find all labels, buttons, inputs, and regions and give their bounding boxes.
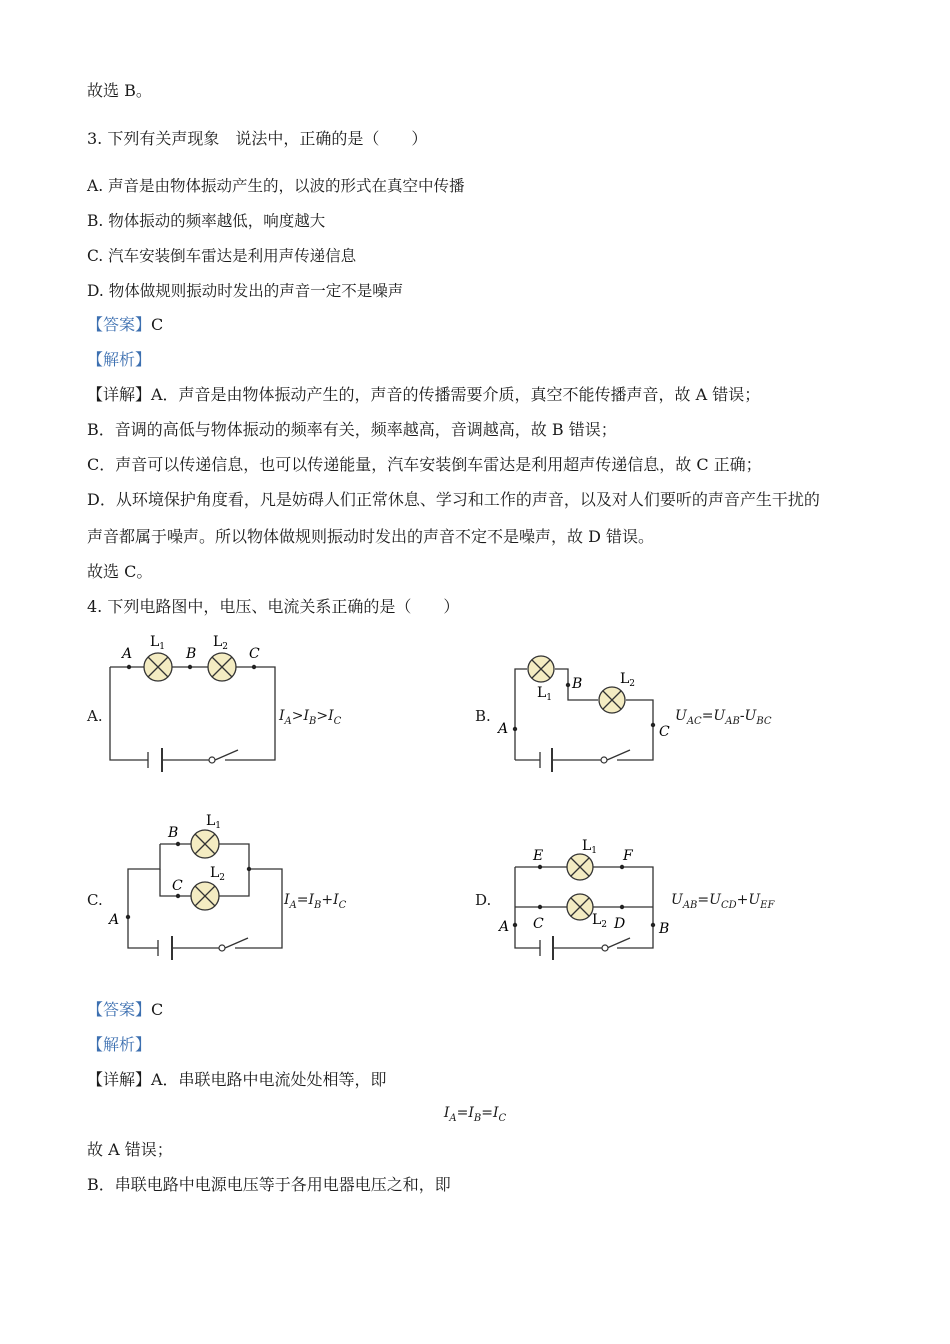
- q3-detail-a: 【详解】A．声音是由物体振动产生的，声音的传播需要介质，真空不能传播声音，故 A 错误；: [87, 385, 761, 404]
- lamp-l1-label: L1: [150, 634, 166, 652]
- option-a-formula: $I_A>I_B>I_C$: [279, 708, 342, 727]
- lamp-l2-label: L2: [620, 671, 636, 689]
- node-b: B: [168, 825, 179, 841]
- q4-analysis-tag: 【解析】: [87, 1035, 152, 1054]
- q4-centered-formula: $I_A=I_B=I_C$: [443, 1105, 507, 1124]
- answer-tag: 【答案】: [87, 315, 152, 334]
- lamp-l2: [567, 894, 593, 920]
- q4-stem: 4. 下列电路图中，电压、电流关系正确的是（ ）: [87, 597, 460, 616]
- lamp-l1-label: L1: [537, 685, 553, 703]
- lamp-l1-label: L1: [582, 838, 598, 856]
- q3-analysis-tag: 【解析】: [87, 350, 152, 369]
- node-b: B: [659, 921, 670, 937]
- lamp-l2-label: L2: [592, 912, 608, 930]
- option-d-label: D.: [475, 891, 492, 909]
- node-b: B: [572, 676, 583, 692]
- node-a: A: [499, 919, 510, 935]
- q4-detail-b: B．串联电路中电源电压等于各用电器电压之和，即: [87, 1175, 451, 1194]
- node-c: C: [659, 724, 670, 740]
- option-c-formula: $I_A=I_B+I_C$: [284, 892, 347, 911]
- node-b: B: [186, 646, 197, 662]
- q3-conclusion: 故选 C。: [87, 562, 153, 581]
- option-a-label: A.: [87, 707, 103, 725]
- prev-conclusion: 故选 B。: [87, 81, 152, 100]
- option-b-label: B.: [475, 707, 491, 725]
- lamp-l2-label: L2: [210, 865, 226, 883]
- node-f: F: [623, 848, 633, 864]
- q3-detail-d-1: D．从环境保护角度看，凡是妨碍人们正常休息、学习和工作的声音，以及对人们要听的声音产生干扰的: [87, 490, 820, 509]
- node-a: A: [122, 646, 133, 662]
- lamp-l1: [567, 854, 593, 880]
- lamp-l1-label: L1: [206, 813, 222, 831]
- q3-option-c: C. 汽车安装倒车雷达是利用声传递信息: [87, 247, 357, 265]
- node-a: A: [498, 721, 509, 737]
- node-c: C: [249, 646, 260, 662]
- q3-detail-d-2: 声音都属于噪声。所以物体做规则振动时发出的声音不定不是噪声，故 D 错误。: [87, 527, 655, 546]
- option-b-formula: $U_{AC}=U_{AB}-U_{BC}$: [675, 708, 772, 727]
- answer-tag: 【答案】: [87, 1000, 152, 1019]
- q3-detail-c: C．声音可以传递信息，也可以传递能量，汽车安装倒车雷达是利用超声传递信息，故 C 正确；: [87, 455, 762, 474]
- q3-detail-b: B．音调的高低与物体振动的频率有关，频率越高，音调越高，故 B 错误；: [87, 420, 617, 439]
- q4-detail-a-wrong: 故 A 错误；: [87, 1140, 173, 1159]
- q4-detail-a: 【详解】A．串联电路中电流处处相等，即: [87, 1070, 387, 1089]
- node-d: D: [614, 916, 626, 932]
- node-c: C: [172, 878, 183, 894]
- answer-value: C: [151, 1000, 164, 1019]
- lamp-l2-label: L2: [213, 634, 229, 652]
- q3-option-b: B. 物体振动的频率越低，响度越大: [87, 212, 326, 230]
- option-d-formula: $U_{AB}=U_{CD}+U_{EF}$: [671, 892, 775, 911]
- q3-option-a: A. 声音是由物体振动产生的，以波的形式在真空中传播: [87, 177, 465, 195]
- q3-stem: 3. 下列有关声现象 说法中，正确的是（ ）: [87, 129, 428, 148]
- node-e: E: [533, 848, 544, 864]
- q4-answer: [87, 999, 163, 1021]
- option-c-label: C.: [87, 891, 103, 909]
- q3-option-d: D. 物体做规则振动时发出的声音一定不是噪声: [87, 282, 404, 300]
- node-a: A: [109, 912, 120, 928]
- answer-value: C: [151, 315, 164, 334]
- node-c: C: [533, 916, 544, 932]
